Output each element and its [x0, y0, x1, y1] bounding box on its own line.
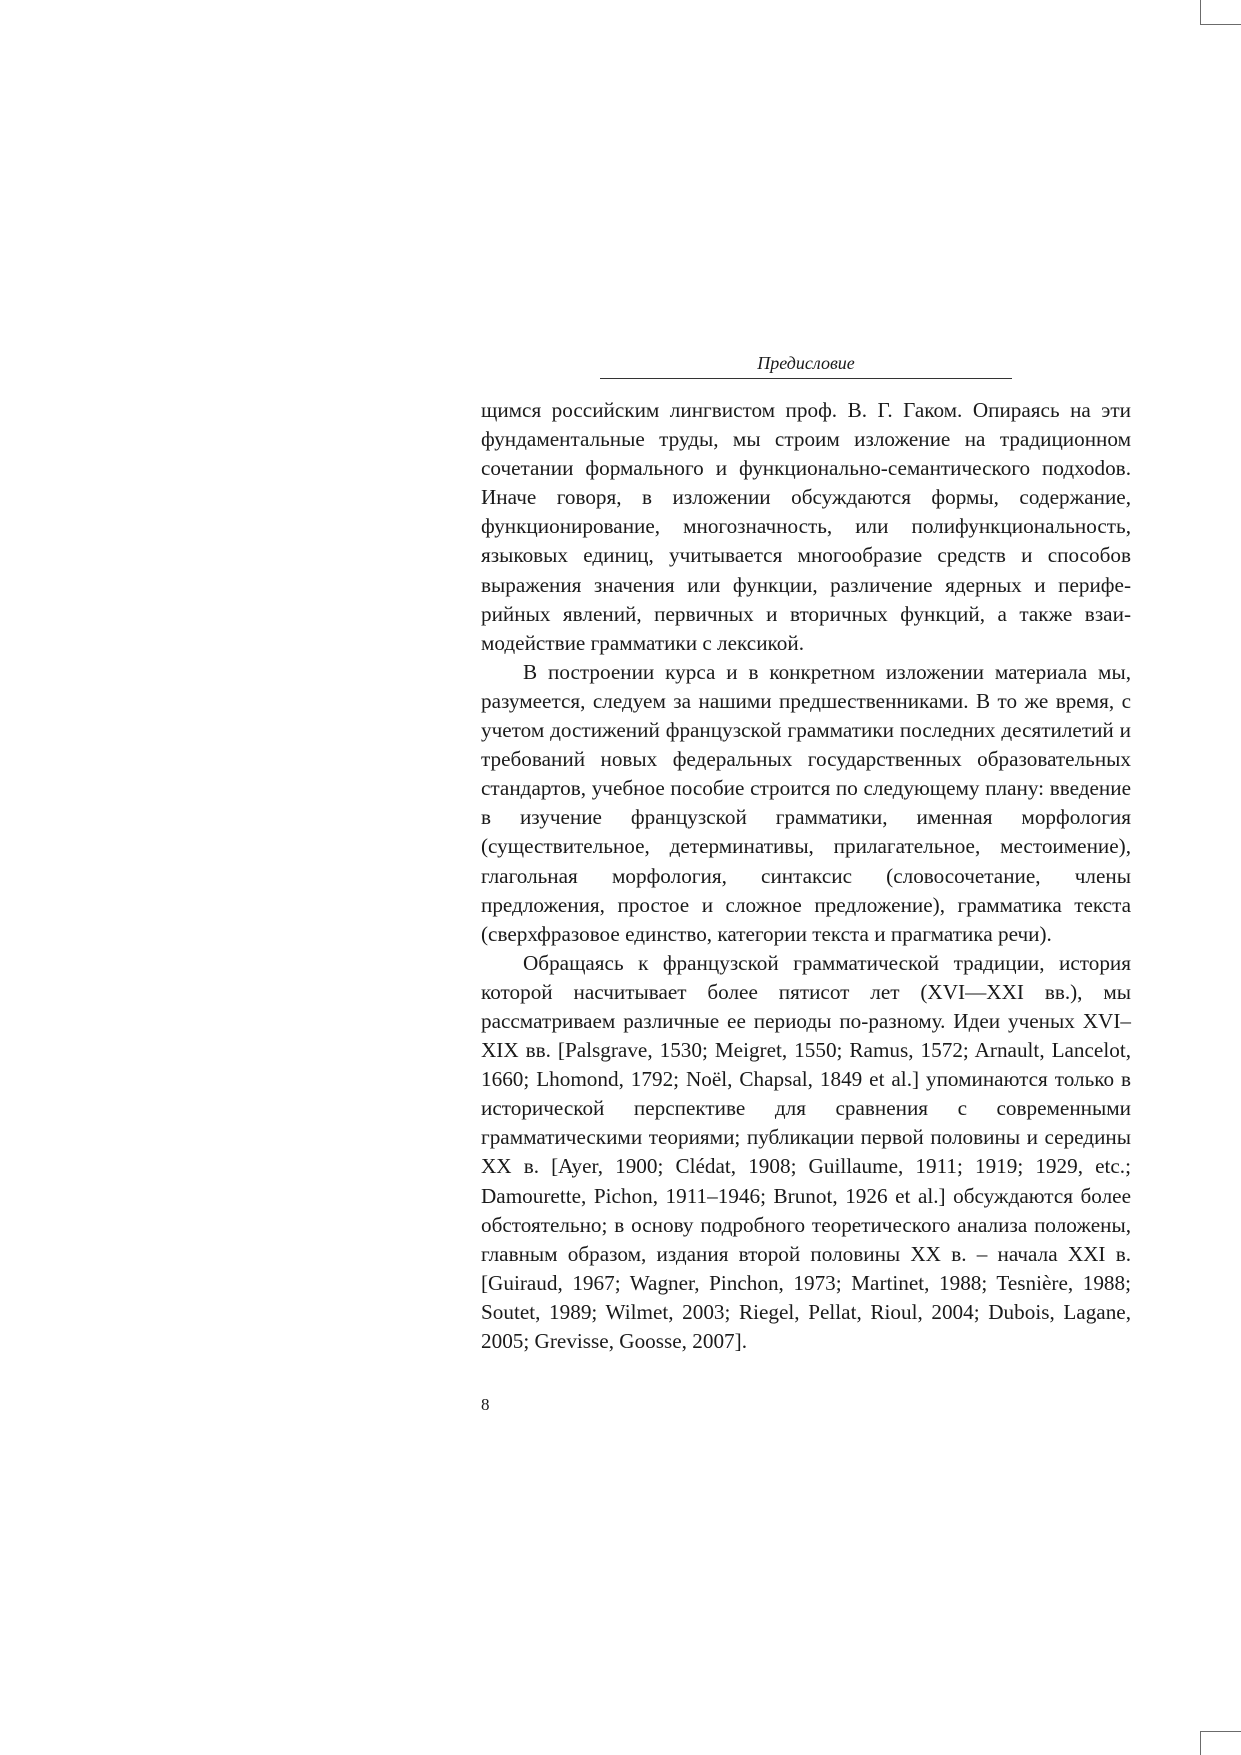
page-number: 8 — [481, 1395, 490, 1414]
crop-mark-bottom-vertical — [1200, 1731, 1201, 1755]
crop-mark-top-horizontal — [1200, 24, 1241, 25]
paragraph-3: Обращаясь к французской грамматической традиции, история которой насчитывает более пятисот лет (XVI—XXI вв.), мы рассматриваем различные ее периоды по-разному. Идеи ученых XVI–XIX вв. [Palsgrave, 1530; Meigret, 1550; Ramus, 1572; Arnault, Lancelot, 1660; Lhomond, 1792; Noël, Chapsal, 1849 et al.] упоминаются только в исторической перспективе для сравнения с современными грамматическими теориями; публикации первой половины и середины XX в. [Ayer, 1900; Clédat, 1908; Guillaume, 1911; 1919; 1929, etc.; Damourette, Pichon, 1911–1946; Brunot, 1926 et al.] обсуждаются более обстоятельно; в основу подробного теоретического анализа положены, главным образом, издания второй половины XX в. – начала XXI в. [Guiraud, 1967; Wagner, Pinchon, 1973; Martinet, 1988; Tesnière, 1988; Soutet, 1989; Wilmet, 2003; Riegel, Pellat, Rioul, 2004; Dubois, Lagane, 2005; Grevisse, Goosse, 2007]. — [481, 950, 1131, 1353]
crop-mark-top-vertical — [1200, 0, 1201, 24]
body-text — [481, 396, 1131, 1356]
header-rule — [600, 378, 1012, 379]
running-header: Предисловие — [757, 353, 855, 373]
paragraph-1: щимся российским лингвистом проф. В. Г. Гаком. Опираясь на эти фундаментальные труды, мы строим изложение на традиционном сочетании формального и функционально-семантического подхоdов. Иначе говоря, в изложении обсуждаются формы, содержание, функционирование, многозначность, или полифункциональность, языковых единиц, учитывается многообразие средств и способов выражения значения или функции, различение ядерных и периферийных явлений, первичных и вторичных функций, а также взаимодействие грамматики с лексикой. — [481, 398, 1131, 655]
crop-mark-bottom-horizontal — [1200, 1731, 1241, 1732]
paragraph-2: В построении курса и в конкретном изложении материала мы, разумеется, следуем за нашими предшественниками. В то же время, с учетом достижений французской грамматики последних десятилетий и требований новых федеральных государственных образовательных стандартов, учебное пособие строится по следующему плану: введение в изучение французской грамматики, именная морфология (существительное, детерминативы, прилагательное, местоимение), глагольная морфология, синтаксис (словосочетание, члены предложения, простое и сложное предложение), грамматика текста (сверхфразовое единство, категории текста и прагматика речи). — [481, 659, 1131, 946]
